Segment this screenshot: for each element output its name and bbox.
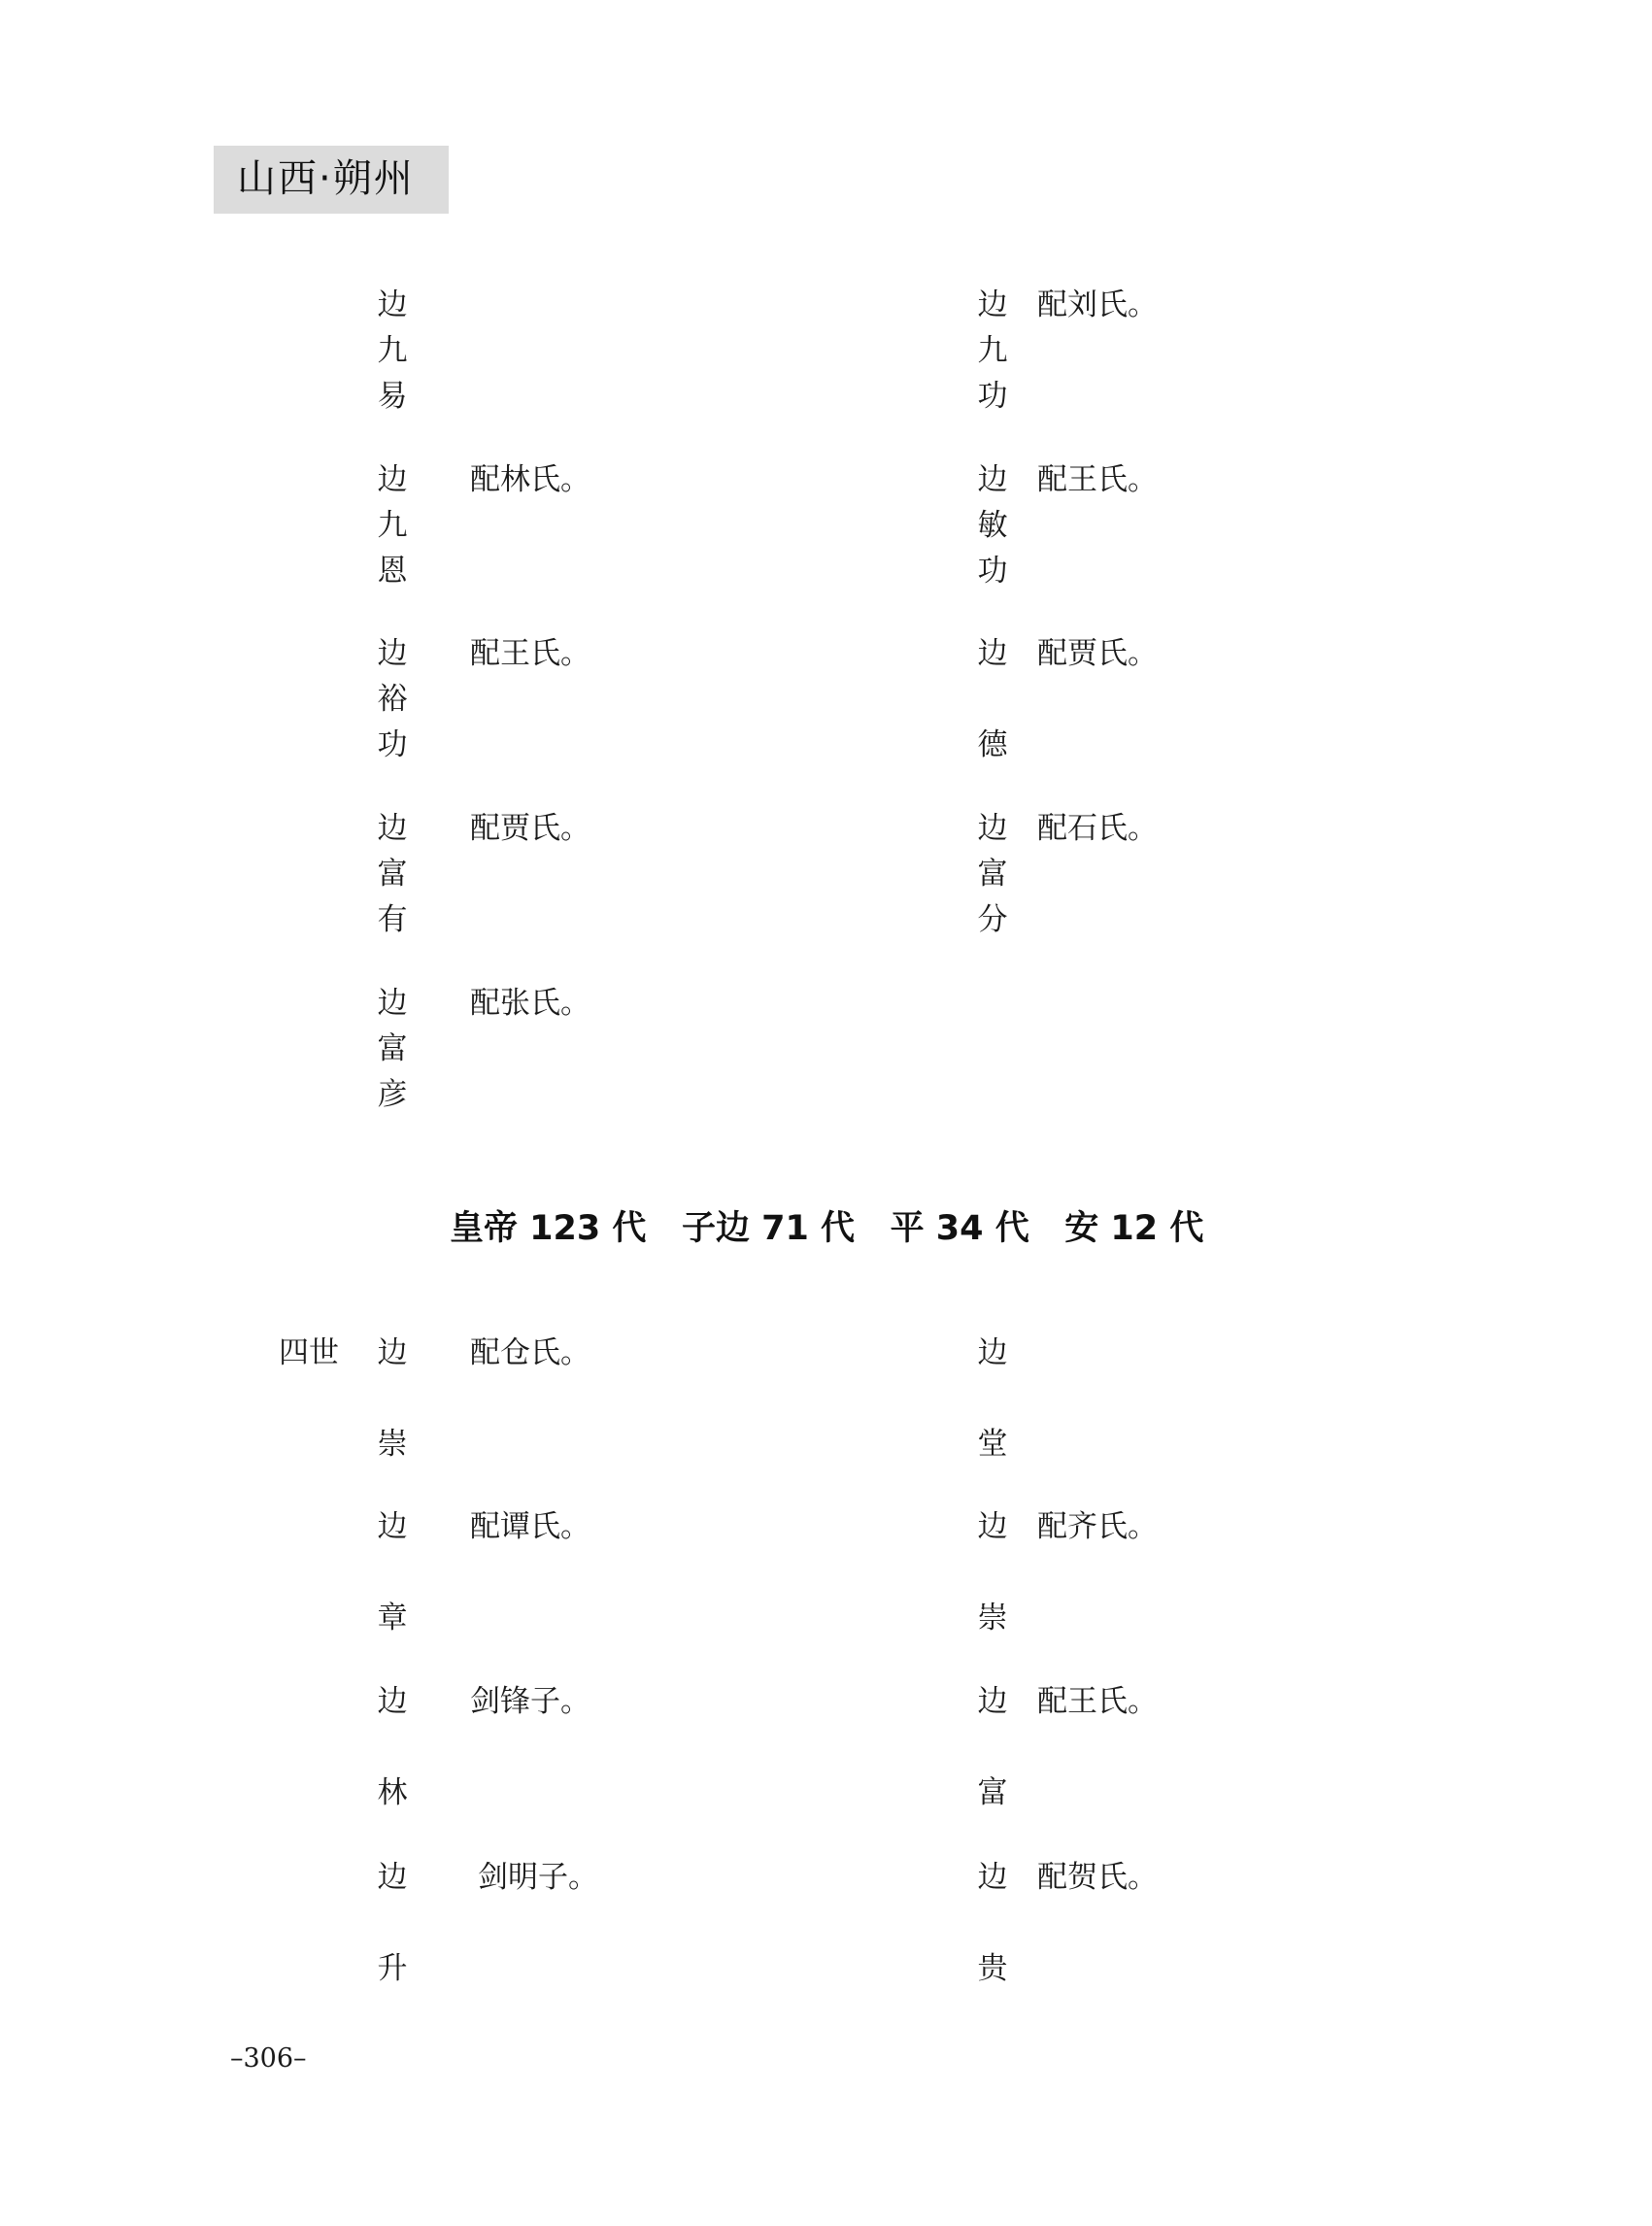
spouse-note: 配齐氏。 <box>1037 1509 1158 1544</box>
name-char: 边 <box>977 1509 1008 1544</box>
running-header-title: 山西·朔州 <box>237 156 415 201</box>
spouse-note: 配刘氏。 <box>1037 287 1158 322</box>
spouse-note: 配贾氏。 <box>470 811 590 846</box>
name-char: 分 <box>977 902 1008 937</box>
name-char: 边 <box>377 811 408 846</box>
section-heading: 皇帝 123 代 子边 71 代 平 34 代 安 12 代 <box>450 1209 1204 1248</box>
name-char: 裕 <box>377 682 408 717</box>
name-char: 边 <box>377 1509 408 1544</box>
name-char: 边 <box>977 811 1008 846</box>
spouse-note: 配谭氏。 <box>470 1509 590 1544</box>
name-char: 章 <box>377 1601 408 1636</box>
name-char: 德 <box>977 727 1008 762</box>
name-char: 功 <box>977 554 1008 589</box>
spouse-note: 配王氏。 <box>470 636 590 671</box>
name-char: 升 <box>377 1951 408 1986</box>
name-char: 九 <box>977 333 1008 368</box>
name-char: 易 <box>377 379 408 414</box>
name-char: 崇 <box>977 1601 1008 1636</box>
parentage-note: 剑锋子。 <box>470 1684 590 1719</box>
name-char: 边 <box>977 1860 1008 1895</box>
name-char: 堂 <box>977 1427 1008 1462</box>
name-char: 敏 <box>977 508 1008 543</box>
name-char: 富 <box>977 1775 1008 1810</box>
name-char: 功 <box>977 379 1008 414</box>
name-char: 边 <box>377 462 408 497</box>
name-char: 边 <box>377 1860 408 1895</box>
name-char: 边 <box>377 1684 408 1719</box>
spouse-note: 配贾氏。 <box>1037 636 1158 671</box>
name-char: 边 <box>977 1684 1008 1719</box>
name-char: 边 <box>977 462 1008 497</box>
generation-label: 四世 <box>279 1335 339 1370</box>
spouse-note: 配林氏。 <box>470 462 590 497</box>
parentage-note: 剑明子。 <box>478 1860 598 1895</box>
spouse-note: 配王氏。 <box>1037 1684 1158 1719</box>
name-char: 富 <box>977 857 1008 892</box>
name-char: 有 <box>377 902 408 937</box>
name-char: 边 <box>977 1335 1008 1370</box>
name-char: 恩 <box>377 554 408 589</box>
name-char: 彦 <box>377 1077 408 1112</box>
name-char: 边 <box>977 636 1008 671</box>
name-char: 边 <box>977 287 1008 322</box>
name-char: 边 <box>377 986 408 1021</box>
name-char: 边 <box>377 287 408 322</box>
spouse-note: 配贺氏。 <box>1037 1860 1158 1895</box>
spouse-note: 配王氏。 <box>1037 462 1158 497</box>
name-char: 富 <box>377 1031 408 1066</box>
name-char: 九 <box>377 333 408 368</box>
name-char: 林 <box>377 1775 408 1810</box>
spouse-note: 配仓氏。 <box>470 1335 590 1370</box>
spouse-note: 配张氏。 <box>470 986 590 1021</box>
name-char: 贵 <box>977 1951 1008 1986</box>
name-char: 富 <box>377 857 408 892</box>
name-char: 功 <box>377 727 408 762</box>
name-char: 边 <box>377 1335 408 1370</box>
page-number: –306– <box>230 2043 307 2074</box>
spouse-note: 配石氏。 <box>1037 811 1158 846</box>
name-char: 崇 <box>377 1427 408 1462</box>
name-char: 边 <box>377 636 408 671</box>
name-char: 九 <box>377 508 408 543</box>
